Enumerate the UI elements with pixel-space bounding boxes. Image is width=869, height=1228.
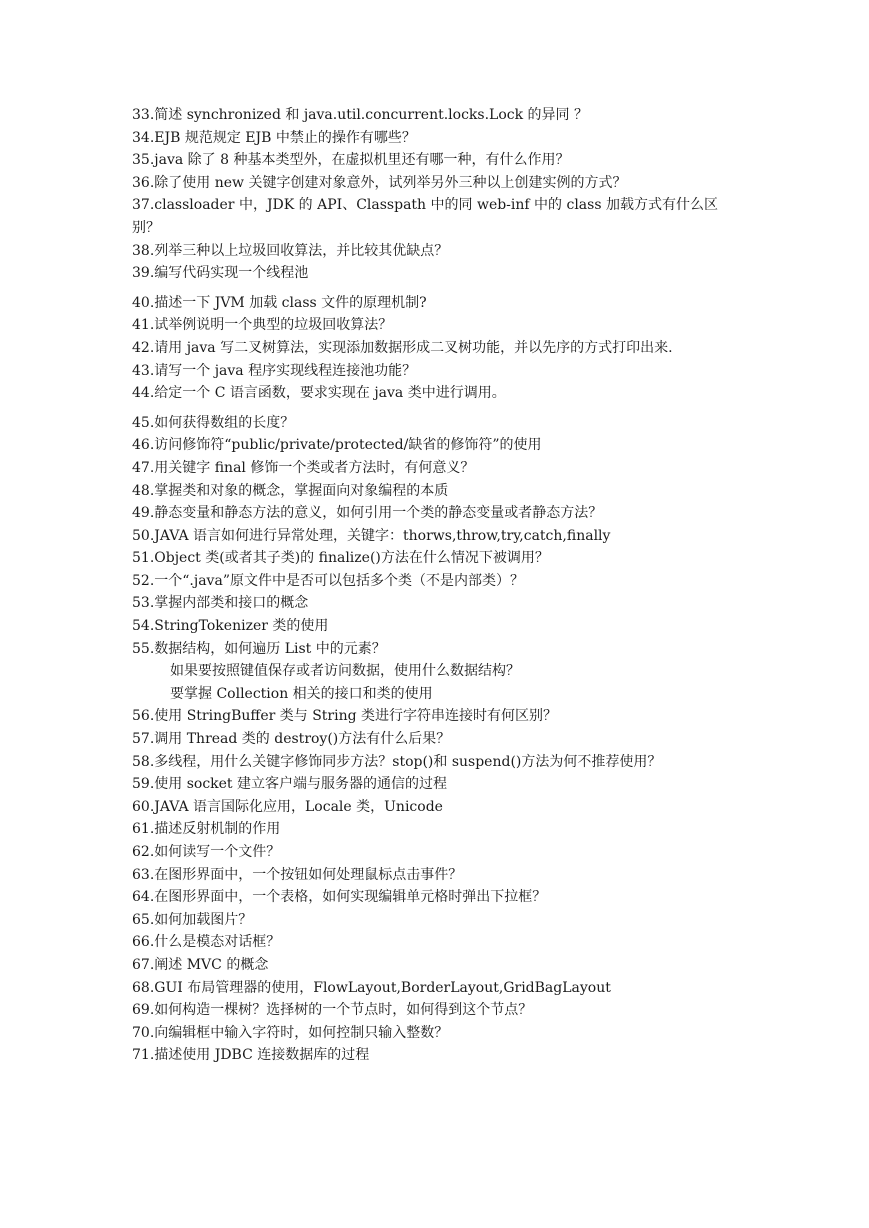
question-69: 69.如何构造一棵树？选择树的一个节点时，如何得到这个节点？	[132, 1002, 533, 1019]
question-70: 70.向编辑框中输入字符时，如何控制只输入整数？	[132, 1024, 449, 1041]
question-45: 45.如何获得数组的长度？	[132, 414, 295, 431]
question-68: 68.GUI 布局管理器的使用，FlowLayout,BorderLayout,GridBagLayout	[132, 979, 611, 996]
question-43: 43.请写一个 java 程序实现线程连接池功能？	[132, 362, 417, 379]
question-56: 56.使用 StringBuffer 类与 String 类进行字符串连接时有何区别？	[132, 708, 558, 725]
question-55-sub-1: 如果要按照键值保存或者访问数据，使用什么数据结构？	[170, 663, 520, 680]
question-58: 58.多线程，用什么关键字修饰同步方法？stop()和 suspend()方法为何不推荐使用？	[132, 753, 662, 770]
question-49: 49.静态变量和静态方法的意义，如何引用一个类的静态变量或者静态方法？	[132, 505, 603, 522]
question-65: 65.如何加载图片？	[132, 911, 253, 928]
question-67: 67.阐述 MVC 的概念	[132, 956, 269, 973]
question-35: 35.java 除了 8 种基本类型外，在虚拟机里还有哪一种，有什么作用？	[132, 152, 570, 169]
question-62: 62.如何读写一个文件？	[132, 844, 281, 860]
question-41: 41.试举例说明一个典型的垃圾回收算法？	[132, 317, 393, 334]
question-55-sub-2: 要掌握 Collection 相关的接口和类的使用	[170, 685, 433, 702]
question-39: 39.编写代码实现一个线程池	[132, 265, 309, 282]
question-53: 53.掌握内部类和接口的概念	[132, 595, 309, 612]
question-34: 34.EJB 规范规定 EJB 中禁止的操作有哪些？	[132, 129, 416, 146]
question-44: 44.给定一个 C 语言函数，要求实现在 java 类中进行调用。	[132, 385, 506, 402]
question-48: 48.掌握类和对象的概念，掌握面向对象编程的本质	[132, 482, 449, 499]
question-66: 66.什么是模态对话框？	[132, 934, 281, 951]
question-59: 59.使用 socket 建立客户端与服务器的通信的过程	[132, 776, 448, 793]
question-47: 47.用关键字 final 修饰一个类或者方法时，有何意义？	[132, 459, 475, 476]
question-57: 57.调用 Thread 类的 destroy()方法有什么后果？	[132, 731, 451, 748]
question-36: 36.除了使用 new 关键字创建对象意外，试列举另外三种以上创建实例的方式？	[132, 174, 627, 191]
question-63: 63.在图形界面中，一个按钮如何处理鼠标点击事件？	[132, 866, 463, 883]
question-42: 42.请用 java 写二叉树算法，实现添加数据形成二叉树功能，并以先序的方式打印出来.	[132, 339, 673, 356]
document-page	[132, 104, 752, 1067]
question-54: 54.StringTokenizer 类的使用	[132, 618, 329, 635]
question-50: 50.JAVA 语言如何进行异常处理，关键字：thorws,throw,try,catch,finally	[132, 527, 611, 544]
question-55: 55.数据结构，如何遍历 List 中的元素？	[132, 640, 386, 657]
question-38: 38.列举三种以上垃圾回收算法，并比较其优缺点？	[132, 242, 449, 259]
question-46: 46.访问修饰符“public/private/protected/缺省的修饰符”的使用	[132, 437, 542, 454]
question-33: 33.简述 synchronized 和 java.util.concurrent.locks.Lock 的异同 ？	[132, 107, 588, 123]
question-52: 52.一个“.java”原文件中是否可以包括多个类（不是内部类）？	[132, 572, 524, 589]
question-37: 37.classloader 中，JDK 的 API、Classpath 中的同 web-inf 中的 class 加载方式有什么区别？	[132, 197, 718, 236]
question-71: 71.描述使用 JDBC 连接数据库的过程	[132, 1047, 370, 1064]
question-61: 61.描述反射机制的作用	[132, 821, 281, 838]
question-51: 51.Object 类(或者其子类)的 finalize()方法在什么情况下被调用？	[132, 550, 549, 567]
question-40: 40.描述一下 JVM 加载 class 文件的原理机制?	[132, 294, 427, 311]
question-64: 64.在图形界面中，一个表格，如何实现编辑单元格时弹出下拉框？	[132, 889, 547, 906]
question-60: 60.JAVA 语言国际化应用，Locale 类，Unicode	[132, 798, 443, 815]
